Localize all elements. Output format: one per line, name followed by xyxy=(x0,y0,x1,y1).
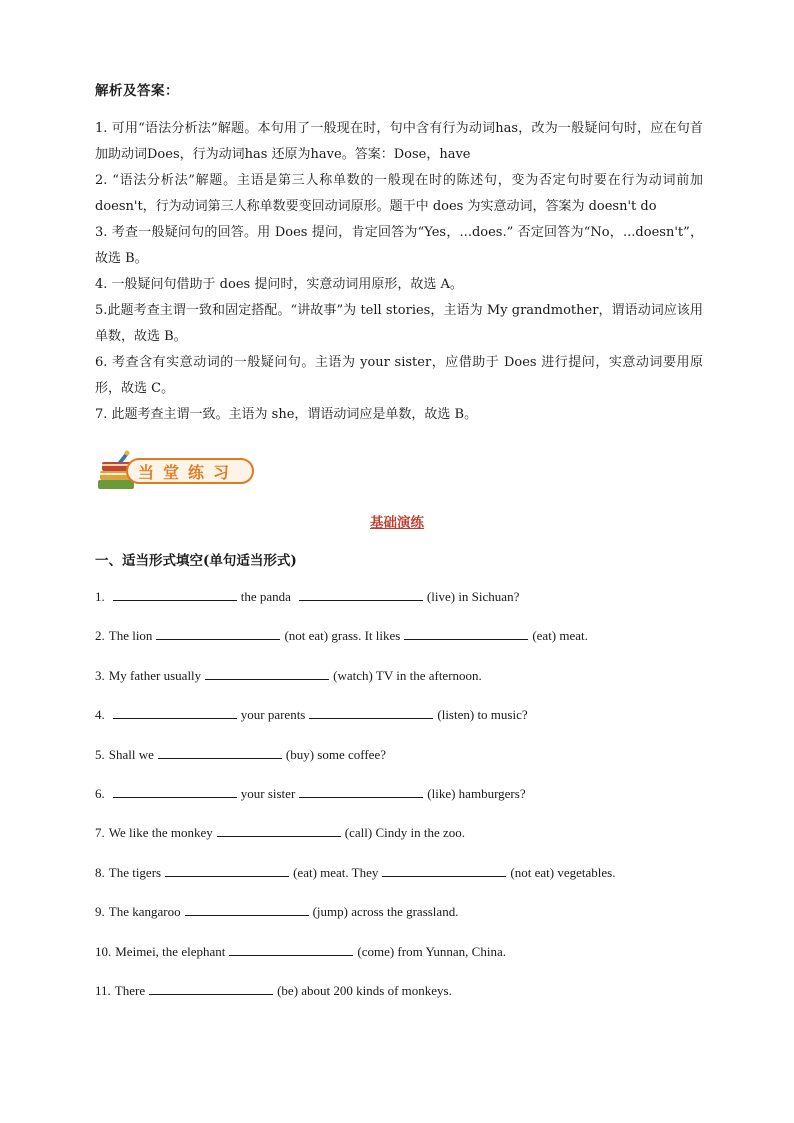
exercise-item: 6. your sister (like) hamburgers? xyxy=(95,785,526,801)
explanation-item: 2. “语法分析法”解题。主语是第三人称单数的一般现在时的陈述句，变为否定句时要在行为动词前加 doesn't，行为动词第三人称单数要变回动词原形。题干中 does 为实意动词，答案为 doesn't do xyxy=(95,173,703,214)
banner-text: 当堂练习 xyxy=(138,463,239,482)
part-title: 一、适当形式填空(单句适当形式) xyxy=(95,553,297,569)
explanation-item: 1. 可用“语法分析法”解题。本句用了一般现在时，句中含有行为动词has，改为一般疑问句时，应在句首加助动词Does，行为动词has 还原为have。答案：Dose，have xyxy=(95,121,703,162)
exercise-item: 1. the panda (live) in Sichuan? xyxy=(95,589,520,604)
section-title: 基础演练 xyxy=(370,515,424,531)
answers-heading: 解析及答案： xyxy=(95,83,179,99)
exercise-item: 2. The lion (not eat) grass. It likes (eat) meat. xyxy=(95,628,588,644)
exercise-item: 4. your parents (listen) to music? xyxy=(95,707,528,723)
answer-blank[interactable] xyxy=(205,667,329,680)
exercise-item: 9. The kangaroo (jump) across the grassland. xyxy=(95,904,459,920)
exercise-item: 8. The tigers (eat) meat. They (not eat) vegetables. xyxy=(95,864,616,880)
answer-blank[interactable] xyxy=(165,864,289,877)
answer-blank[interactable] xyxy=(309,706,433,719)
exercise-item: 7. We like the monkey (call) Cindy in the zoo. xyxy=(95,825,465,841)
class-practice-banner xyxy=(96,450,258,496)
explanation-item: 4. 一般疑问句借助于 does 提问时，实意动词用原形，故选 A。 xyxy=(95,277,463,292)
exercise-item: 10. Meimei, the elephant (come) from Yunnan, China. xyxy=(95,943,506,959)
explanation-list xyxy=(95,116,703,428)
answer-blank[interactable] xyxy=(113,706,237,719)
explanation-item: 7. 此题考查主谓一致。主语为 she，谓语动词应是单数，故选 B。 xyxy=(95,407,478,422)
answer-blank[interactable] xyxy=(158,746,282,759)
answer-blank[interactable] xyxy=(229,943,353,956)
answer-blank[interactable] xyxy=(113,588,237,601)
answer-blank[interactable] xyxy=(404,627,528,640)
answer-blank[interactable] xyxy=(382,864,506,877)
exercise-list xyxy=(95,588,715,1021)
answer-blank[interactable] xyxy=(185,903,309,916)
answer-blank[interactable] xyxy=(156,627,280,640)
exercise-item: 5. Shall we (buy) some coffee? xyxy=(95,746,386,762)
explanation-item: 5.此题考查主谓一致和固定搭配。“讲故事”为 tell stories，主语为 My grandmother，谓语动词应该用单数，故选 B。 xyxy=(95,303,703,344)
exercise-item: 11. There (be) about 200 kinds of monkeys. xyxy=(95,982,452,998)
exercise-item: 3. My father usually (watch) TV in the afternoon. xyxy=(95,667,482,683)
explanation-item: 6. 考查含有实意动词的一般疑问句。主语为 your sister，应借助于 Does 进行提问，实意动词要用原形，故选 C。 xyxy=(95,355,703,396)
answer-blank[interactable] xyxy=(299,785,423,798)
answer-blank[interactable] xyxy=(149,982,273,995)
answer-blank[interactable] xyxy=(299,588,423,601)
answer-blank[interactable] xyxy=(217,824,341,837)
explanation-item: 3. 考查一般疑问句的回答。用 Does 提问，肯定回答为“Yes，...does.” 否定回答为“No，...doesn't”，故选 B。 xyxy=(95,225,703,266)
answer-blank[interactable] xyxy=(113,785,237,798)
